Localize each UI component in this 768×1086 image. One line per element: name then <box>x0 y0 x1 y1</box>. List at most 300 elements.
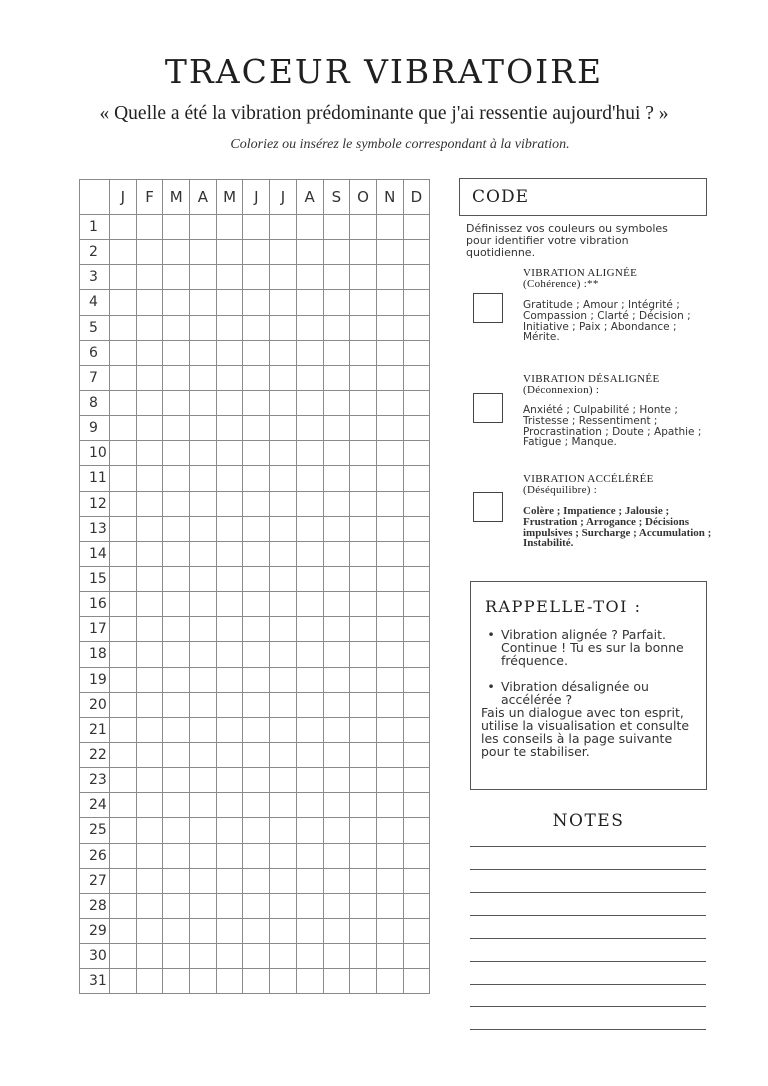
tracker-cell[interactable] <box>376 617 403 642</box>
tracker-cell[interactable] <box>403 868 430 893</box>
tracker-cell[interactable] <box>376 667 403 692</box>
tracker-cell[interactable] <box>216 969 243 994</box>
tracker-cell[interactable] <box>270 491 297 516</box>
tracker-cell[interactable] <box>350 793 377 818</box>
tracker-cell[interactable] <box>110 742 137 767</box>
tracker-cell[interactable] <box>323 240 350 265</box>
tracker-cell[interactable] <box>376 692 403 717</box>
tracker-cell[interactable] <box>216 265 243 290</box>
tracker-cell[interactable] <box>136 592 163 617</box>
tracker-cell[interactable] <box>163 265 190 290</box>
tracker-cell[interactable] <box>323 742 350 767</box>
tracker-cell[interactable] <box>110 642 137 667</box>
tracker-cell[interactable] <box>403 818 430 843</box>
tracker-cell[interactable] <box>403 315 430 340</box>
tracker-cell[interactable] <box>216 416 243 441</box>
tracker-cell[interactable] <box>376 592 403 617</box>
tracker-cell[interactable] <box>350 667 377 692</box>
tracker-cell[interactable] <box>190 466 217 491</box>
tracker-cell[interactable] <box>323 793 350 818</box>
tracker-cell[interactable] <box>376 466 403 491</box>
tracker-cell[interactable] <box>136 290 163 315</box>
tracker-cell[interactable] <box>323 290 350 315</box>
tracker-cell[interactable] <box>270 416 297 441</box>
tracker-cell[interactable] <box>403 416 430 441</box>
tracker-cell[interactable] <box>163 642 190 667</box>
tracker-cell[interactable] <box>270 742 297 767</box>
tracker-cell[interactable] <box>350 969 377 994</box>
tracker-cell[interactable] <box>243 466 270 491</box>
tracker-cell[interactable] <box>296 516 323 541</box>
tracker-cell[interactable] <box>243 516 270 541</box>
tracker-cell[interactable] <box>163 541 190 566</box>
tracker-cell[interactable] <box>190 592 217 617</box>
tracker-cell[interactable] <box>110 215 137 240</box>
tracker-cell[interactable] <box>296 566 323 591</box>
tracker-cell[interactable] <box>403 592 430 617</box>
tracker-cell[interactable] <box>323 944 350 969</box>
tracker-cell[interactable] <box>190 717 217 742</box>
tracker-cell[interactable] <box>376 944 403 969</box>
tracker-cell[interactable] <box>350 617 377 642</box>
tracker-cell[interactable] <box>323 215 350 240</box>
tracker-cell[interactable] <box>190 516 217 541</box>
tracker-cell[interactable] <box>136 491 163 516</box>
tracker-cell[interactable] <box>403 290 430 315</box>
note-line[interactable] <box>470 984 706 985</box>
tracker-cell[interactable] <box>403 566 430 591</box>
tracker-cell[interactable] <box>163 516 190 541</box>
tracker-cell[interactable] <box>323 491 350 516</box>
tracker-cell[interactable] <box>403 240 430 265</box>
tracker-cell[interactable] <box>323 918 350 943</box>
tracker-cell[interactable] <box>163 491 190 516</box>
tracker-cell[interactable] <box>190 918 217 943</box>
tracker-cell[interactable] <box>350 491 377 516</box>
tracker-cell[interactable] <box>190 667 217 692</box>
tracker-cell[interactable] <box>136 918 163 943</box>
tracker-cell[interactable] <box>323 617 350 642</box>
tracker-cell[interactable] <box>403 742 430 767</box>
tracker-cell[interactable] <box>190 416 217 441</box>
tracker-cell[interactable] <box>270 768 297 793</box>
tracker-cell[interactable] <box>190 969 217 994</box>
tracker-cell[interactable] <box>296 818 323 843</box>
tracker-cell[interactable] <box>216 315 243 340</box>
tracker-cell[interactable] <box>270 566 297 591</box>
tracker-cell[interactable] <box>296 290 323 315</box>
tracker-cell[interactable] <box>403 441 430 466</box>
tracker-cell[interactable] <box>323 969 350 994</box>
tracker-cell[interactable] <box>136 642 163 667</box>
tracker-cell[interactable] <box>163 416 190 441</box>
tracker-cell[interactable] <box>323 667 350 692</box>
tracker-cell[interactable] <box>350 592 377 617</box>
tracker-cell[interactable] <box>296 717 323 742</box>
tracker-cell[interactable] <box>270 642 297 667</box>
tracker-cell[interactable] <box>243 893 270 918</box>
tracker-cell[interactable] <box>296 215 323 240</box>
tracker-cell[interactable] <box>403 667 430 692</box>
tracker-cell[interactable] <box>350 416 377 441</box>
note-line[interactable] <box>470 915 706 916</box>
tracker-cell[interactable] <box>270 617 297 642</box>
tracker-cell[interactable] <box>296 768 323 793</box>
tracker-cell[interactable] <box>243 240 270 265</box>
tracker-cell[interactable] <box>216 592 243 617</box>
tracker-cell[interactable] <box>136 416 163 441</box>
tracker-cell[interactable] <box>216 541 243 566</box>
tracker-cell[interactable] <box>376 491 403 516</box>
tracker-cell[interactable] <box>190 818 217 843</box>
tracker-cell[interactable] <box>163 868 190 893</box>
tracker-cell[interactable] <box>403 215 430 240</box>
tracker-cell[interactable] <box>216 692 243 717</box>
tracker-cell[interactable] <box>323 390 350 415</box>
tracker-cell[interactable] <box>216 290 243 315</box>
tracker-cell[interactable] <box>216 240 243 265</box>
tracker-cell[interactable] <box>136 868 163 893</box>
tracker-cell[interactable] <box>350 566 377 591</box>
tracker-cell[interactable] <box>216 768 243 793</box>
tracker-cell[interactable] <box>376 868 403 893</box>
tracker-cell[interactable] <box>323 265 350 290</box>
tracker-cell[interactable] <box>163 969 190 994</box>
tracker-cell[interactable] <box>323 893 350 918</box>
tracker-cell[interactable] <box>136 340 163 365</box>
tracker-cell[interactable] <box>163 592 190 617</box>
tracker-cell[interactable] <box>323 843 350 868</box>
tracker-cell[interactable] <box>110 441 137 466</box>
tracker-cell[interactable] <box>110 265 137 290</box>
tracker-cell[interactable] <box>110 290 137 315</box>
tracker-cell[interactable] <box>190 692 217 717</box>
tracker-cell[interactable] <box>243 818 270 843</box>
note-line[interactable] <box>470 846 706 847</box>
tracker-cell[interactable] <box>190 868 217 893</box>
tracker-cell[interactable] <box>110 315 137 340</box>
tracker-cell[interactable] <box>270 944 297 969</box>
tracker-cell[interactable] <box>270 918 297 943</box>
note-line[interactable] <box>470 1029 706 1030</box>
tracker-cell[interactable] <box>216 365 243 390</box>
tracker-cell[interactable] <box>136 516 163 541</box>
tracker-cell[interactable] <box>296 843 323 868</box>
tracker-cell[interactable] <box>350 240 377 265</box>
tracker-cell[interactable] <box>243 416 270 441</box>
tracker-cell[interactable] <box>163 893 190 918</box>
tracker-cell[interactable] <box>243 843 270 868</box>
tracker-cell[interactable] <box>296 944 323 969</box>
tracker-cell[interactable] <box>296 390 323 415</box>
tracker-cell[interactable] <box>216 918 243 943</box>
tracker-cell[interactable] <box>350 340 377 365</box>
vibration-accelerated-swatch[interactable] <box>473 492 503 522</box>
tracker-cell[interactable] <box>110 566 137 591</box>
tracker-cell[interactable] <box>403 843 430 868</box>
tracker-cell[interactable] <box>136 240 163 265</box>
tracker-cell[interactable] <box>376 240 403 265</box>
tracker-cell[interactable] <box>243 667 270 692</box>
tracker-cell[interactable] <box>216 466 243 491</box>
tracker-cell[interactable] <box>216 667 243 692</box>
tracker-cell[interactable] <box>216 793 243 818</box>
tracker-cell[interactable] <box>403 793 430 818</box>
tracker-cell[interactable] <box>296 868 323 893</box>
tracker-cell[interactable] <box>136 793 163 818</box>
tracker-cell[interactable] <box>136 667 163 692</box>
tracker-cell[interactable] <box>190 843 217 868</box>
tracker-cell[interactable] <box>163 315 190 340</box>
tracker-cell[interactable] <box>403 516 430 541</box>
tracker-cell[interactable] <box>350 818 377 843</box>
tracker-cell[interactable] <box>243 491 270 516</box>
tracker-cell[interactable] <box>350 390 377 415</box>
tracker-cell[interactable] <box>270 692 297 717</box>
note-line[interactable] <box>470 892 706 893</box>
tracker-cell[interactable] <box>136 265 163 290</box>
tracker-cell[interactable] <box>270 215 297 240</box>
note-line[interactable] <box>470 961 706 962</box>
tracker-cell[interactable] <box>190 365 217 390</box>
tracker-cell[interactable] <box>243 692 270 717</box>
tracker-cell[interactable] <box>243 592 270 617</box>
tracker-cell[interactable] <box>403 717 430 742</box>
tracker-cell[interactable] <box>270 466 297 491</box>
tracker-cell[interactable] <box>296 315 323 340</box>
tracker-cell[interactable] <box>350 441 377 466</box>
tracker-cell[interactable] <box>296 617 323 642</box>
tracker-cell[interactable] <box>376 315 403 340</box>
tracker-cell[interactable] <box>296 893 323 918</box>
tracker-cell[interactable] <box>110 592 137 617</box>
tracker-cell[interactable] <box>403 642 430 667</box>
tracker-cell[interactable] <box>270 667 297 692</box>
tracker-cell[interactable] <box>216 491 243 516</box>
tracker-cell[interactable] <box>136 315 163 340</box>
tracker-cell[interactable] <box>296 265 323 290</box>
tracker-cell[interactable] <box>243 365 270 390</box>
tracker-cell[interactable] <box>110 617 137 642</box>
tracker-cell[interactable] <box>163 918 190 943</box>
tracker-cell[interactable] <box>296 692 323 717</box>
tracker-cell[interactable] <box>163 466 190 491</box>
tracker-cell[interactable] <box>243 793 270 818</box>
tracker-cell[interactable] <box>110 390 137 415</box>
tracker-cell[interactable] <box>243 969 270 994</box>
tracker-cell[interactable] <box>350 717 377 742</box>
tracker-cell[interactable] <box>403 265 430 290</box>
tracker-cell[interactable] <box>216 617 243 642</box>
tracker-cell[interactable] <box>243 315 270 340</box>
tracker-cell[interactable] <box>323 592 350 617</box>
tracker-cell[interactable] <box>350 742 377 767</box>
tracker-cell[interactable] <box>376 516 403 541</box>
tracker-cell[interactable] <box>216 944 243 969</box>
tracker-cell[interactable] <box>110 491 137 516</box>
tracker-cell[interactable] <box>376 742 403 767</box>
tracker-cell[interactable] <box>110 692 137 717</box>
tracker-cell[interactable] <box>216 717 243 742</box>
tracker-cell[interactable] <box>243 265 270 290</box>
tracker-cell[interactable] <box>136 617 163 642</box>
tracker-cell[interactable] <box>376 818 403 843</box>
tracker-cell[interactable] <box>376 441 403 466</box>
tracker-cell[interactable] <box>216 390 243 415</box>
tracker-cell[interactable] <box>350 516 377 541</box>
tracker-cell[interactable] <box>110 818 137 843</box>
tracker-cell[interactable] <box>163 215 190 240</box>
tracker-cell[interactable] <box>376 340 403 365</box>
tracker-cell[interactable] <box>136 717 163 742</box>
tracker-cell[interactable] <box>403 969 430 994</box>
tracker-cell[interactable] <box>270 717 297 742</box>
tracker-cell[interactable] <box>403 918 430 943</box>
tracker-cell[interactable] <box>270 265 297 290</box>
tracker-cell[interactable] <box>376 541 403 566</box>
tracker-cell[interactable] <box>110 893 137 918</box>
tracker-cell[interactable] <box>216 642 243 667</box>
tracker-cell[interactable] <box>243 290 270 315</box>
tracker-cell[interactable] <box>296 969 323 994</box>
tracker-cell[interactable] <box>243 868 270 893</box>
tracker-cell[interactable] <box>323 365 350 390</box>
tracker-cell[interactable] <box>323 466 350 491</box>
tracker-cell[interactable] <box>136 742 163 767</box>
tracker-cell[interactable] <box>136 843 163 868</box>
tracker-cell[interactable] <box>243 918 270 943</box>
tracker-cell[interactable] <box>323 416 350 441</box>
tracker-cell[interactable] <box>323 692 350 717</box>
tracker-cell[interactable] <box>163 667 190 692</box>
tracker-cell[interactable] <box>136 944 163 969</box>
tracker-cell[interactable] <box>270 969 297 994</box>
tracker-cell[interactable] <box>403 390 430 415</box>
tracker-cell[interactable] <box>270 315 297 340</box>
tracker-cell[interactable] <box>243 390 270 415</box>
tracker-cell[interactable] <box>296 642 323 667</box>
tracker-cell[interactable] <box>163 617 190 642</box>
note-line[interactable] <box>470 869 706 870</box>
tracker-cell[interactable] <box>376 215 403 240</box>
tracker-cell[interactable] <box>190 541 217 566</box>
tracker-cell[interactable] <box>163 240 190 265</box>
tracker-cell[interactable] <box>270 868 297 893</box>
tracker-cell[interactable] <box>296 918 323 943</box>
tracker-cell[interactable] <box>270 240 297 265</box>
tracker-cell[interactable] <box>110 868 137 893</box>
tracker-cell[interactable] <box>163 818 190 843</box>
tracker-cell[interactable] <box>136 893 163 918</box>
tracker-cell[interactable] <box>216 516 243 541</box>
tracker-cell[interactable] <box>350 918 377 943</box>
tracker-cell[interactable] <box>296 441 323 466</box>
tracker-cell[interactable] <box>110 793 137 818</box>
tracker-cell[interactable] <box>136 818 163 843</box>
tracker-cell[interactable] <box>110 340 137 365</box>
tracker-cell[interactable] <box>350 692 377 717</box>
tracker-cell[interactable] <box>376 290 403 315</box>
tracker-cell[interactable] <box>350 290 377 315</box>
tracker-cell[interactable] <box>190 441 217 466</box>
tracker-cell[interactable] <box>110 717 137 742</box>
tracker-cell[interactable] <box>270 365 297 390</box>
tracker-cell[interactable] <box>243 944 270 969</box>
tracker-cell[interactable] <box>403 541 430 566</box>
tracker-cell[interactable] <box>376 918 403 943</box>
tracker-cell[interactable] <box>376 893 403 918</box>
tracker-cell[interactable] <box>216 818 243 843</box>
tracker-cell[interactable] <box>270 893 297 918</box>
tracker-cell[interactable] <box>163 717 190 742</box>
tracker-cell[interactable] <box>403 692 430 717</box>
tracker-cell[interactable] <box>403 365 430 390</box>
tracker-cell[interactable] <box>110 843 137 868</box>
tracker-cell[interactable] <box>110 768 137 793</box>
tracker-cell[interactable] <box>323 566 350 591</box>
tracker-cell[interactable] <box>190 215 217 240</box>
tracker-cell[interactable] <box>323 315 350 340</box>
tracker-cell[interactable] <box>296 240 323 265</box>
tracker-cell[interactable] <box>403 768 430 793</box>
tracker-cell[interactable] <box>163 944 190 969</box>
tracker-cell[interactable] <box>136 566 163 591</box>
tracker-cell[interactable] <box>190 340 217 365</box>
tracker-cell[interactable] <box>243 215 270 240</box>
tracker-cell[interactable] <box>136 390 163 415</box>
tracker-cell[interactable] <box>243 717 270 742</box>
tracker-cell[interactable] <box>376 265 403 290</box>
tracker-cell[interactable] <box>110 944 137 969</box>
tracker-cell[interactable] <box>350 642 377 667</box>
tracker-cell[interactable] <box>216 742 243 767</box>
tracker-cell[interactable] <box>376 416 403 441</box>
tracker-cell[interactable] <box>323 340 350 365</box>
tracker-cell[interactable] <box>296 416 323 441</box>
tracker-cell[interactable] <box>323 768 350 793</box>
tracker-cell[interactable] <box>376 390 403 415</box>
tracker-cell[interactable] <box>403 617 430 642</box>
tracker-cell[interactable] <box>403 491 430 516</box>
tracker-cell[interactable] <box>403 944 430 969</box>
tracker-cell[interactable] <box>323 818 350 843</box>
tracker-cell[interactable] <box>216 441 243 466</box>
tracker-cell[interactable] <box>296 541 323 566</box>
tracker-cell[interactable] <box>190 265 217 290</box>
tracker-cell[interactable] <box>243 742 270 767</box>
tracker-cell[interactable] <box>243 642 270 667</box>
tracker-cell[interactable] <box>136 692 163 717</box>
tracker-cell[interactable] <box>163 742 190 767</box>
tracker-cell[interactable] <box>350 265 377 290</box>
tracker-cell[interactable] <box>376 793 403 818</box>
tracker-cell[interactable] <box>403 340 430 365</box>
tracker-cell[interactable] <box>270 390 297 415</box>
tracker-cell[interactable] <box>110 667 137 692</box>
tracker-cell[interactable] <box>136 365 163 390</box>
tracker-cell[interactable] <box>163 441 190 466</box>
tracker-cell[interactable] <box>270 340 297 365</box>
tracker-cell[interactable] <box>190 944 217 969</box>
tracker-cell[interactable] <box>270 516 297 541</box>
tracker-cell[interactable] <box>296 793 323 818</box>
tracker-cell[interactable] <box>163 390 190 415</box>
tracker-cell[interactable] <box>136 541 163 566</box>
tracker-cell[interactable] <box>350 944 377 969</box>
tracker-cell[interactable] <box>110 918 137 943</box>
tracker-cell[interactable] <box>243 541 270 566</box>
tracker-cell[interactable] <box>296 592 323 617</box>
